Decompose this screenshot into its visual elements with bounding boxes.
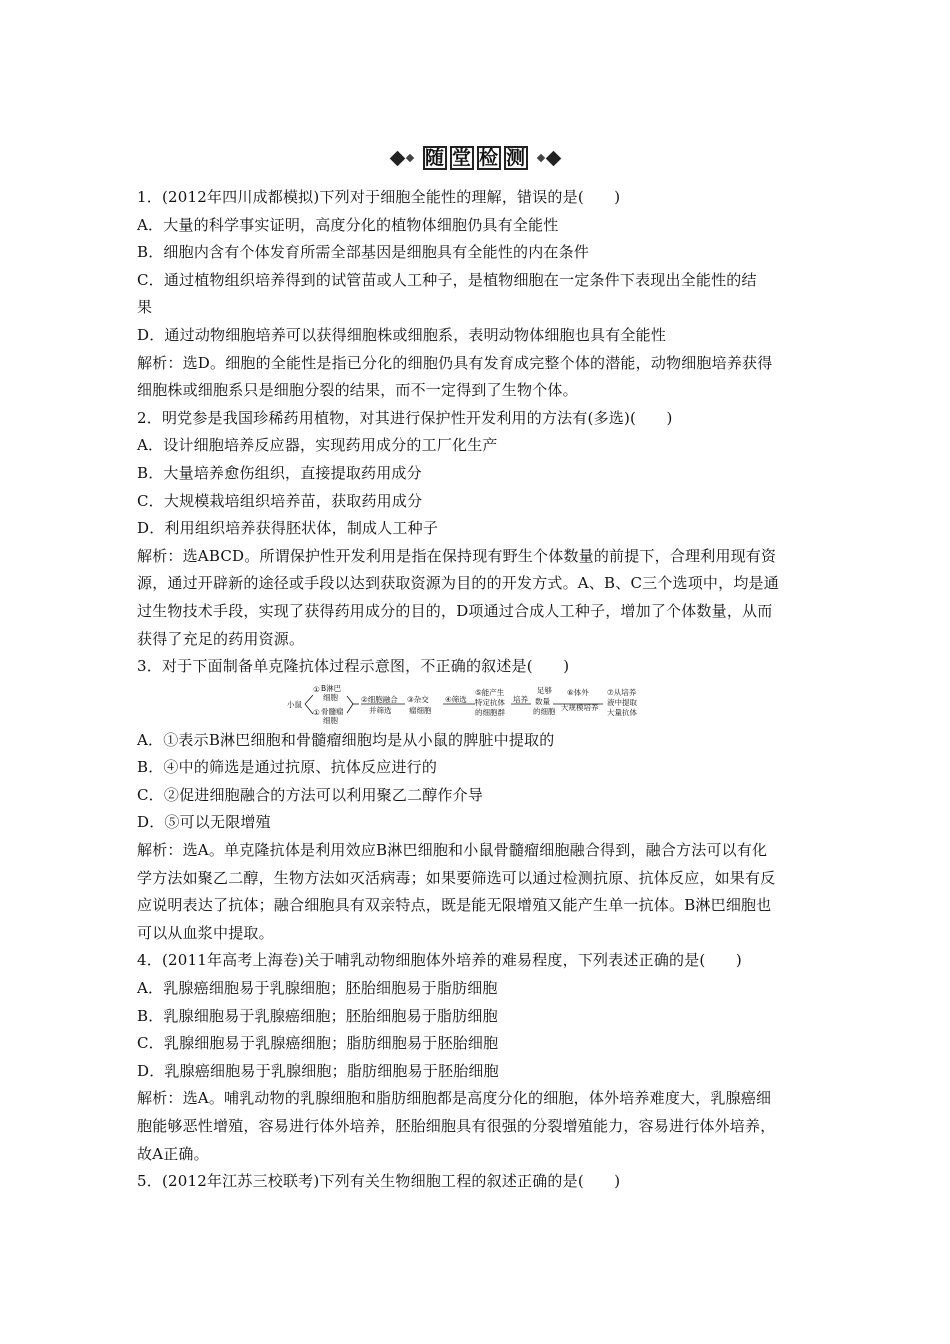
diagram-step4: ④筛选 xyxy=(445,694,467,704)
process-diagram xyxy=(137,681,813,727)
diagram-step6-line1: ⑥体外 xyxy=(567,687,589,697)
text-line: 胞能够恶性增殖，容易进行体外培养，胚胎细胞具有很强的分裂增殖能力，容易进行体外培养， xyxy=(137,1117,776,1135)
text-line: 3．对于下面制备单克隆抗体过程示意图，不正确的叙述是( ) xyxy=(137,657,570,676)
section-header xyxy=(0,146,950,170)
text-line: A．大量的科学事实证明，高度分化的植物体细胞仍具有全能性 xyxy=(137,215,559,234)
diagram-step5-line3: 的细胞群 xyxy=(475,707,505,717)
text-line: 4．(2011年高考上海卷)关于哺乳动物细胞体外培养的难易程度，下列表述正确的是( ) xyxy=(137,951,742,970)
text-line: 解析：选A。哺乳动物的乳腺细胞和脂肪细胞都是高度分化的细胞，体外培养难度大，乳腺癌细 xyxy=(137,1089,772,1108)
text-line: B．细胞内含有个体发育所需全部基因是细胞具有全能性的内在条件 xyxy=(137,243,590,262)
text-line: 1．(2012年四川成都模拟)下列对于细胞全能性的理解，错误的是( ) xyxy=(137,188,621,206)
diamond-icon xyxy=(545,150,561,166)
diagram-myeloma-line2: 细胞 xyxy=(323,715,338,725)
diagram-enough-line1: 足够 xyxy=(537,685,552,695)
text-line: D．⑤可以无限增殖 xyxy=(137,813,271,832)
diagram-mouse: 小鼠 xyxy=(287,699,302,709)
diamond-small-icon xyxy=(536,154,544,162)
text-line: 解析：选A。单克隆抗体是利用效应B淋巴细胞和小鼠骨髓瘤细胞融合得到，融合方法可以有化 xyxy=(137,841,768,860)
text-line: 细胞株或细胞系只是细胞分裂的结果，而不一定得到了生物个体。 xyxy=(137,381,578,400)
diagram-step7-line3: 大量抗体 xyxy=(607,707,637,717)
diagram-step7-line1: ⑦从培养 xyxy=(607,687,637,697)
diagram-myeloma-line1: 骨髓瘤 xyxy=(321,706,344,716)
text-line: 解析：选ABCD。所谓保护性开发利用是指在保持现有野生个体数量的前提下，合理利用现有资 xyxy=(137,546,777,565)
text-line: 解析：选D。细胞的全能性是指已分化的细胞仍具有发育成完整个体的潜能，动物细胞培养获得 xyxy=(137,353,773,372)
diagram-step2-line1: ②细胞融合 xyxy=(361,694,398,704)
diagram-culture: 培养 xyxy=(513,694,528,704)
text-line: 学方法如聚乙二醇，生物方法如灭活病毒；如果要筛选可以通过检测抗原、抗体反应，如果有反 xyxy=(137,868,776,887)
diagram-step2-line2: 并筛选 xyxy=(369,705,392,715)
text-line: 获得了充足的药用资源。 xyxy=(137,629,305,648)
text-line: A．①表示B淋巴细胞和骨髓瘤细胞均是从小鼠的脾脏中提取的 xyxy=(137,730,555,749)
text-line: 过生物技术手段，实现了获得药用成分的目的，D项通过合成人工种子，增加了个体数量，从而 xyxy=(137,601,773,620)
diagram-step7-line2: 液中提取 xyxy=(607,697,637,707)
text-line: D．乳腺癌细胞易于乳腺细胞；脂肪细胞易于胚胎细胞 xyxy=(137,1061,499,1080)
text-line: 源，通过开辟新的途径或手段以达到获取资源为目的的开发方式。A、B、C三个选项中，均是通 xyxy=(137,574,779,593)
text-line: D．通过动物细胞培养可以获得细胞株或细胞系，表明动物体细胞也具有全能性 xyxy=(137,325,667,344)
text-line: B．乳腺细胞易于乳腺癌细胞；胚胎细胞易于脂肪细胞 xyxy=(137,1006,498,1025)
text-line: A．设计细胞培养反应器，实现药用成分的工厂化生产 xyxy=(137,436,498,455)
title-char: 堂 xyxy=(450,146,474,170)
title-char: 测 xyxy=(504,146,528,170)
diagram-step6-line2: 大规模培养 xyxy=(561,702,599,712)
text-line: 故A正确。 xyxy=(137,1144,209,1163)
diagram-step5-line2: 特定抗体 xyxy=(475,697,505,707)
diagram-b-cell-num: ① xyxy=(313,684,320,694)
text-line: C．通过植物组织培养得到的试管苗或人工种子，是植物细胞在一定条件下表现出全能性的结 xyxy=(137,270,757,289)
text-line: 2．明党参是我国珍稀药用植物，对其进行保护性开发利用的方法有(多选)( ) xyxy=(137,408,673,427)
document-body xyxy=(137,184,813,1196)
title-char: 随 xyxy=(423,146,447,170)
diagram-enough-line3: 的细胞 xyxy=(533,706,556,716)
section-title xyxy=(423,146,528,170)
text-line: C．大规模栽培组织培养苗，获取药用成分 xyxy=(137,491,423,510)
diamond-icon xyxy=(389,150,405,166)
diagram-b-cell-line2: 细胞 xyxy=(323,692,338,702)
text-line: B．④中的筛选是通过抗原、抗体反应进行的 xyxy=(137,758,438,777)
text-line: 果 xyxy=(137,298,153,317)
diagram-step5-line1: ⑤能产生 xyxy=(475,687,505,697)
text-line: 应说明表达了抗体；融合细胞具有双亲特点，既是能无限增殖又能产生单一抗体。B淋巴细胞也 xyxy=(137,896,772,915)
diagram-b-cell-line1: B淋巴 xyxy=(321,683,342,693)
diagram-step3-line2: 瘤细胞 xyxy=(409,705,432,715)
text-line: C．乳腺细胞易于乳腺癌细胞；脂肪细胞易于胚胎细胞 xyxy=(137,1034,499,1053)
text-line: B．大量培养愈伤组织，直接提取药用成分 xyxy=(137,463,422,482)
title-char: 检 xyxy=(477,146,501,170)
text-line: 5．(2012年江苏三校联考)下列有关生物细胞工程的叙述正确的是( ) xyxy=(137,1172,621,1191)
text-line: D．利用组织培养获得胚状体，制成人工种子 xyxy=(137,519,439,538)
text-line: A．乳腺癌细胞易于乳腺细胞；胚胎细胞易于脂肪细胞 xyxy=(137,979,498,998)
antibody-flow-diagram xyxy=(285,683,665,725)
diamond-small-icon xyxy=(405,154,413,162)
diagram-enough-line2: 数量 xyxy=(535,696,550,706)
text-line: C．②促进细胞融合的方法可以利用聚乙二醇作介导 xyxy=(137,785,484,804)
diagram-myeloma-num: ① xyxy=(313,707,320,717)
diagram-step3-line1: ③杂交 xyxy=(407,694,429,704)
text-line: 可以从血浆中提取。 xyxy=(137,923,274,942)
